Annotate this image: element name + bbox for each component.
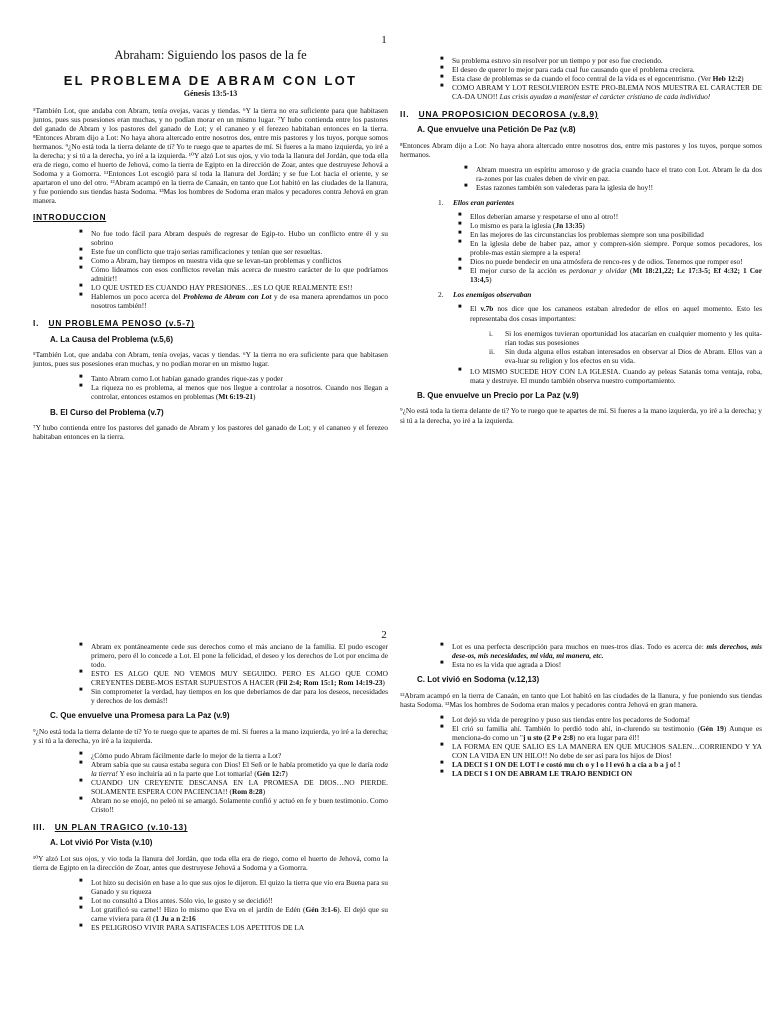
right-column [400, 56, 762, 431]
text: ) [253, 392, 256, 402]
scripture-reference: Génesis 13:5-13 [183, 89, 238, 99]
text: Lot gratificó su carne!! Hizo lo mismo que Eva en el jardín de Edén ( [91, 905, 306, 915]
text: ESTO ES ALGO QUE NO VEMOS MUY SEGUIDO. PERO ES ALGO QUE COMO CREYENTES DEBE-MOS ESTAR SUPUESTOS A HACER ( [91, 669, 388, 688]
section-heading-3 [33, 822, 388, 832]
list-item [452, 724, 762, 742]
list-item: ■ Lot hizo su decisión en base a lo que sus ojos le dijeron. El quizo la tierra que vio era Buena para su Ganado y su riqueza [91, 878, 388, 896]
list-item [470, 221, 762, 230]
emphasis: toda la tierra! [91, 760, 388, 779]
bullet-list [33, 642, 388, 705]
text: ) [285, 769, 288, 779]
scripture-passage: ⁹¿No está toda la tierra delante de ti? Yo te ruego que te apartes de mí. Si fueres a la mano izquierda, yo iré a la derecha; y si tú a la derecha, yo iré a la izquierda. [400, 406, 762, 425]
text: ) [262, 787, 266, 797]
list-item [91, 778, 388, 796]
list-item [470, 304, 762, 322]
text: La riqueza no es problema, al menos que nos llegue a controlar a nosotros. Cuando nos llegan a controlar, entonces estamos en problemas ( [91, 383, 388, 402]
roman-number: i. [489, 328, 493, 338]
text: Lo mismo es para la iglesia ( [470, 221, 556, 231]
intro-heading: INTRODUCCION [33, 213, 107, 223]
subsection-heading: C. Lot vivió en Sodoma (v.12,13) [417, 675, 540, 685]
list-item: ■ LO MISMO SUCEDE HOY CON LA IGLESIA. Cuando ay peleas Satanás toma ventaja, roba, mata y destruye. El mundo también observa nuestro comportamiento. [470, 367, 762, 385]
text: Sin duda alguna ellos estaban interesados en observar al Dios de Abram. Ellos van a eva-luar su religion y los efectos en su vida. [505, 346, 762, 365]
bullet-list [400, 56, 762, 101]
list-item: ■ Dios no puede bendecir en una atmósfera de renco-res y de odios. Tenemos que romper eso! [470, 257, 762, 266]
list-item: ■ Su problema estuvo sin resolver por un tiempo y por eso fue creciendo. [452, 56, 762, 65]
scripture-ref: Fil 2:4; Rom 15:1; Rom 14:19-23 [278, 678, 383, 688]
bullet-list [400, 715, 762, 778]
intro-list [33, 229, 388, 310]
text: ( [626, 266, 633, 276]
list-item: ■ Sin comprometer la verdad, hay tiempos en los que deberíamos de dar para los deseos, necesidades y derechos de los demás!! [91, 687, 388, 705]
text: y de esa manera aprendamos un poco nosotros también!! [91, 292, 388, 311]
list-item [452, 760, 762, 769]
text: ) Aunque es menciona-do como un " [452, 723, 762, 742]
list-item: ■ Cómo lideamos con esos conflictos revelan más acerca de nuestro carácter de lo que podríamos admitir!! [91, 265, 388, 283]
scripture-ref: j u sto (2 P e 2:8 [522, 732, 574, 742]
subsection-heading: A. Lot vivió Por Vista (v.10) [50, 838, 153, 848]
bullet-list [400, 367, 762, 385]
subsection-heading: B. El Curso del Problema (v.7) [50, 407, 164, 417]
list-item: ■ Abram muestra un espíritu amoroso y de gracia cuando hace el trato con Lot. Abram le da dos ra-zones por las cuales deben de vivir en paz. [476, 165, 762, 183]
list-item: ■ Ellos deberían amarse y respetarse el uno al otro!! [470, 212, 762, 221]
list-item: ■ En las mejores de las circunstancias los problemas siempre son una posibilidad [470, 230, 762, 239]
list-item [452, 74, 762, 83]
scripture-passage: ⁵También Lot, que andaba con Abram, tenía ovejas, vacas y tiendas. ⁶Y la tierra no era suficiente para que habitasen juntos, pues sus posesiones eran muchas, y no podían morar en un mismo lugar. [33, 350, 388, 369]
section-number: I. [33, 318, 40, 329]
list-item: ■ Este fue un conflicto que trajo serias ramificaciones y tenían que ser resueltas. [91, 247, 388, 256]
number: 1. [438, 198, 444, 208]
scripture-ref: Gén 12:7 [256, 769, 286, 779]
section-title: UN PROBLEMA PENOSO (v.5-7) [48, 318, 195, 329]
numbered-heading [438, 198, 762, 207]
list-item: ■ Como a Abram, hay tiempos en nuestra vida que se levan-tan problemas y conflictos [91, 256, 388, 265]
list-item: ■ Abram no se enojó, no peleó ni se amargó. Solamente confió y actuó en fe y buen testimonio. Como Cristo!! [91, 796, 388, 814]
list-item [91, 760, 388, 778]
scripture-passage: ⁷Y hubo contienda entre los pastores del ganado de Abram y los pastores del ganado de Lot; y el cananeo y el ferezeo habitaban entonces en la tierra. [33, 423, 388, 442]
list-item: ■ El deseo de querer lo mejor para cada cual fue causando que el problema creciera. [452, 65, 762, 74]
section-heading-2 [400, 109, 762, 119]
bullet-list [33, 751, 388, 814]
bullet-list [33, 374, 388, 401]
numbered-heading [438, 290, 762, 299]
bullet-list [400, 304, 762, 322]
subsection-heading: B. Que envuelve un Precio por La Paz (v.9) [417, 390, 579, 400]
scripture-passage: ¹⁰Y alzó Lot sus ojos, y vio toda la llanura del Jordán, que toda ella era de riego, como el huerto de Jehová, como la tierra de Egipto en la dirección de Zoar, antes que destruyese Jehová a Sodoma y a Gomorra. [33, 854, 388, 873]
right-column [400, 642, 762, 784]
series-subtitle: Abraham: Siguiendo los pasos de la fe [114, 48, 307, 62]
subsection-heading: A. Que envuelve una Petición De Paz (v.8) [417, 125, 576, 135]
text: ). El dejó que su carne viviera para él ( [91, 905, 388, 924]
emphasis: LA DECI S I ON DE ABRAM LE TRAJO BENDICI ON [452, 769, 633, 779]
text: ) no era lugar para él!! [573, 732, 640, 742]
page-2 [0, 512, 768, 1024]
scripture-ref: Mt 18:21,22; Lc 17:3-5; Ef 4:32; 1 Cor 13:4,5 [470, 266, 763, 285]
page-number: 1 [381, 34, 387, 46]
scripture-passage: ¹²Abram acampó en la tierra de Canaán, en tanto que Lot habitó en las ciudades de la llanura, y fue poniendo sus tiendas hasta Sodoma. ¹³Mas los hombres de Sodoma eran malos y pecadores contra Jehová en gran manera. [400, 690, 762, 709]
text: ) [489, 275, 492, 285]
text: Abram sabía que su causa estaba segura con Dios! El Señ or le había prometido ya que le daría [91, 760, 375, 770]
list-item [91, 669, 388, 687]
number: 2. [438, 290, 444, 300]
list-item: ■ Esta no es la vida que agrada a Dios! [452, 660, 762, 669]
left-column [33, 642, 388, 938]
section-number: II. [400, 109, 410, 120]
text: El [470, 304, 481, 314]
text: Lot es una perfecta descripción para muchos en nues-tros días. Todo es acerca de: [452, 642, 707, 651]
list-item: ■ ¿Cómo pudo Abram fácilmente darle lo mejor de la tierra a Lot? [91, 751, 388, 760]
heading-text: Ellos eran parientes [453, 198, 515, 208]
text: Y eso incluiría aú n la parte que Lot tomaría! ( [117, 769, 257, 779]
roman-list [400, 329, 762, 365]
scripture-ref: Gén 3:1-6 [305, 905, 338, 915]
list-item: ■ No fue todo fácil para Abram después de regresar de Egip-to. Hubo un conflicto entre él y su sobrino [91, 229, 388, 247]
text: El crió su familia ahí. También lo perdió todo ahí, in-clurendo su testimonio ( [452, 723, 700, 733]
emphasis: perdonar y olvidar [568, 266, 627, 276]
list-item [470, 266, 762, 284]
sermon-title: EL PROBLEMA DE ABRAM CON LOT [63, 73, 358, 89]
bullet-list [33, 878, 388, 932]
bullet-list [400, 212, 762, 284]
list-item: ■ LA FORMA EN QUE SALIO ES LA MANERA EN QUE MUCHOS SALEN…CORRIENDO Y YA CON LA VIDA EN UN HILO!! No debe de ser así para los hijos de Dios! [452, 742, 762, 760]
bullet-list [400, 642, 762, 669]
text: El mejor curso de la acción es [470, 266, 569, 276]
text: Hablemos un poco acerca del [91, 292, 183, 302]
subsection-heading: A. La Causa del Problema (v.5,6) [50, 334, 174, 344]
section-heading-1 [33, 318, 388, 328]
text: CUANDO UN CREYENTE DESCANSA EN LA PROMESA DE DIOS…NO PIERDE. SOLAMENTE ESPERA CON PACIENCIA!! ( [91, 778, 388, 797]
text: Si los enemigos tuvieran oportunidad los atacarían en cualquier momento y les quita-rían todas sus posesiones [505, 328, 762, 347]
bullet-list [400, 165, 762, 192]
section-title: UN PLAN TRAGICO (v.10-13) [54, 822, 188, 833]
scripture-ref: Rom 8:28 [231, 787, 263, 797]
heading-text: Los enemigos observaban [453, 290, 532, 300]
section-title: UNA PROPOSICION DECOROSA (v.8,9) [418, 109, 599, 120]
list-item: ■ LO QUE USTED ES CUANDO HAY PRESIONES…ES LO QUE REALMENTE ES!! [91, 283, 388, 292]
list-item [91, 383, 388, 401]
roman-number: ii. [489, 346, 495, 356]
list-item [452, 642, 762, 660]
list-item: ■ Tanto Abram como Lot habían ganado grandes rique-zas y poder [91, 374, 388, 383]
list-item: ■ Lot dejó su vida de peregrino y puso sus tiendas entre los pecadores de Sodoma! [452, 715, 762, 724]
list-item: ■ Abram ex pontáneamente cede sus derechos como el más anciano de la familia. El pudo escoger primero, pero él lo concede a Lot. El pone la felicidad, el deseo y los derechos de Lot por encima de todo. [91, 642, 388, 669]
left-column [33, 48, 388, 447]
list-item: ■ Estas razones también son valederas para la iglesia de hoy!! [476, 183, 762, 192]
text: ) [382, 678, 385, 688]
list-item: ■ En la iglesia debe de haber paz, amor y compren-sión siempre. Porque somos pecadores, los proble-mas están siempre a la espera! [470, 239, 762, 257]
text: COMO ABRAM Y LOT RESOLVIERON ESTE PRO-BLEMA NOS MUESTRA EL CARACTER DE CA-DA UNO!! [452, 83, 762, 102]
list-item [489, 328, 762, 347]
scripture-passage: ⁸Entonces Abram dijo a Lot: No haya ahora altercado entre nosotros dos, entre mis pastores y los tuyos, porque somos hermanos. [400, 141, 762, 160]
scripture-ref: Jn 13:35 [555, 221, 583, 231]
text: Esta clase de problemas se da cuando el foco central de la vida es el egocentrismo. (Ver [452, 74, 713, 84]
scripture-passage: ⁵También Lot, que andaba con Abram, tenía ovejas, vacas y tiendas. ⁶Y la tierra no era suficiente para que habitasen juntos, pues sus posesiones eran muchas, y no podían morar en un mismo lugar. ⁷Y hubo contienda entre los pastores del ganado de Abram y los pastores del ganado de Lot; y el cananeo y el ferezeo habitaban entonces en la tierra. ⁸Entonces Abram dijo a Lot: No haya ahora altercado entre nosotros dos, entre mis pastores y los tuyos, porque somos hermanos. ⁹¿No está toda la tierra delante de ti? Yo te ruego que te apartes de mí. Si fueres a la mano izquierda, yo iré a la derecha; y si tú a la derecha, yo iré a la izquierda. ¹⁰Y alzó Lot sus ojos, y vio toda la llanura del Jordán, que toda ella era de riego, como el huerto de Jehová, como la tierra de Egipto en la dirección de Zoar, antes que destruyese Jehová a Sodoma y a Gomorra. ¹¹Entonces Lot escogió para sí toda la llanura del Jordán; y se fue Lot hacia el oriente, y se apartaron el uno del otro. ¹²Abram acampó en la tierra de Canaán, en tanto que Lot habitó en las ciudades de la llanura, y fue poniendo sus tiendas hasta Sodoma. ¹³Mas los hombres de Sodoma eran malos y pecadores contra Jehová en gran manera. [33, 105, 388, 206]
text: nos dice que los cananeos estaban alrededor de ellos en aquel momento. Esto les representaba dos cosas importantes: [470, 304, 762, 323]
subsection-heading: C. Que envuelve una Promesa para La Paz (v.9) [50, 711, 230, 721]
list-item [452, 769, 762, 778]
emphasis: Las crisis ayudan a manifestar el carácter cristiano de cada individuo! [499, 92, 711, 102]
emphasis: LA DECI S I ON DE LOT l e costó mu ch o y l o l l evó h a cia a b a j o! ! [452, 760, 681, 770]
scripture-ref: Heb 12:2 [712, 74, 742, 84]
scripture-ref: Mt 6:19-21 [218, 392, 254, 402]
list-item: ■ ES PELIGROSO VIVIR PARA SATISFACES LOS APETITOS DE LA [91, 923, 388, 932]
emphasis: mis derechos, mis dese-os, mis necesidades, mi vida, mi manera, etc. [452, 642, 762, 661]
page-number: 2 [381, 629, 387, 641]
emphasis: Problema de Abram con Lot [182, 292, 272, 302]
scripture-ref: v.7b [480, 304, 494, 314]
list-item [489, 346, 762, 365]
section-number: III. [33, 822, 46, 833]
scripture-passage: ⁹¿No está toda la tierra delante de ti? Yo te ruego que te apartes de mí. Si fueres a la mano izquierda, yo iré a la derecha; y si tú a la derecha, yo iré a la izquierda. [33, 726, 388, 745]
list-item [452, 83, 762, 101]
scripture-ref: 1 Ju a n 2:16 [155, 914, 196, 924]
text: ) [582, 221, 585, 231]
list-item [91, 292, 388, 310]
text: ) [741, 74, 744, 84]
scripture-ref: Gén 19 [699, 723, 724, 733]
list-item [91, 905, 388, 923]
list-item: ■ Lot no consultó a Dios antes. Sólo vio, le gusto y se decidió!! [91, 896, 388, 905]
